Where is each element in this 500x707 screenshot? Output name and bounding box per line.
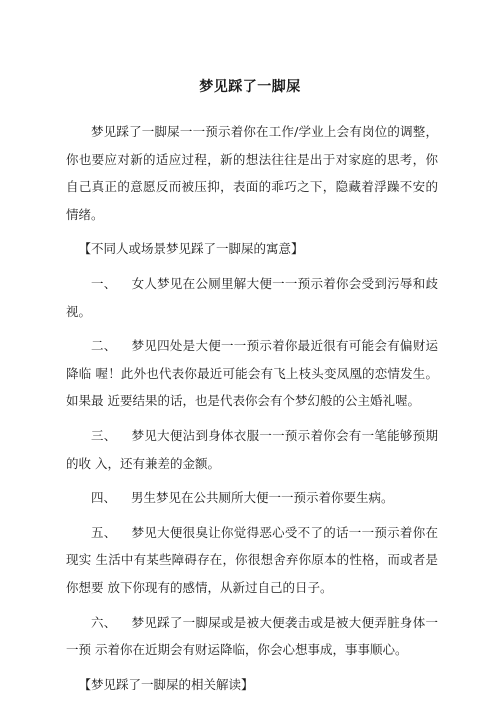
list-item [66, 270, 438, 325]
item-text: 梦见踩了一脚屎或是被大便袭击或是被大便弄脏身体一一预 示着你在近期会有财运降临，你会心想事成，事事顺心。 [66, 614, 438, 658]
item-text: 梦见大便很臭让你觉得恶心受不了的话一一预示着你在现实 生活中有某些障碍存在，你很想舍弃你原本的性格，而或者是你想要 放下你现有的感情，从新过自己的日子。 [66, 524, 438, 595]
item-text: 梦见大便沾到身体衣服一一预示着你会有一笔能够预期的收 入，还有兼差的金额。 [66, 427, 438, 471]
item-number: 三、 [91, 427, 117, 443]
item-text: 男生梦见在公共厕所大便一一预示着你要生病。 [131, 490, 394, 506]
list-item [66, 422, 438, 477]
item-number: 四、 [91, 490, 117, 506]
section-heading-meanings: 【不同人或场景梦见踩了一脚屎的寓意】 [78, 241, 304, 257]
item-text: 梦见四处是大便一一预示着你最近很有可能会有偏财运降临 喔！此外也代表你最近可能会有飞上枝头变凤凰的恋情发生。如果最 近要结果的话，也是代表你会有个梦幻般的公主婚礼喔。 [66, 338, 438, 409]
section-heading-interpretation: 【梦见踩了一脚屎的相关解读】 [78, 676, 254, 692]
item-number: 一、 [91, 275, 117, 291]
list-item [66, 609, 438, 664]
document-body [66, 118, 438, 705]
list-item [66, 484, 438, 512]
item-text: 女人梦见在公厕里解大便一一预示着你会受到污辱和歧视。 [66, 275, 438, 319]
item-number: 六、 [91, 614, 117, 630]
document-title: 梦见踩了一脚屎 [199, 79, 301, 95]
intro-paragraph: 梦见踩了一脚屎一一预示着你在工作/学业上会有岗位的调整，你也要应对新的适应过程，新的想法往往是出于对家庭的思考，你自己真正的意愿反而被压抑，表面的乖巧之下，隐藏着浮躁不安的情绪。 [66, 124, 438, 222]
item-number: 五、 [91, 524, 117, 540]
list-item [66, 332, 438, 415]
list-item [66, 519, 438, 602]
item-number: 二、 [91, 338, 117, 354]
